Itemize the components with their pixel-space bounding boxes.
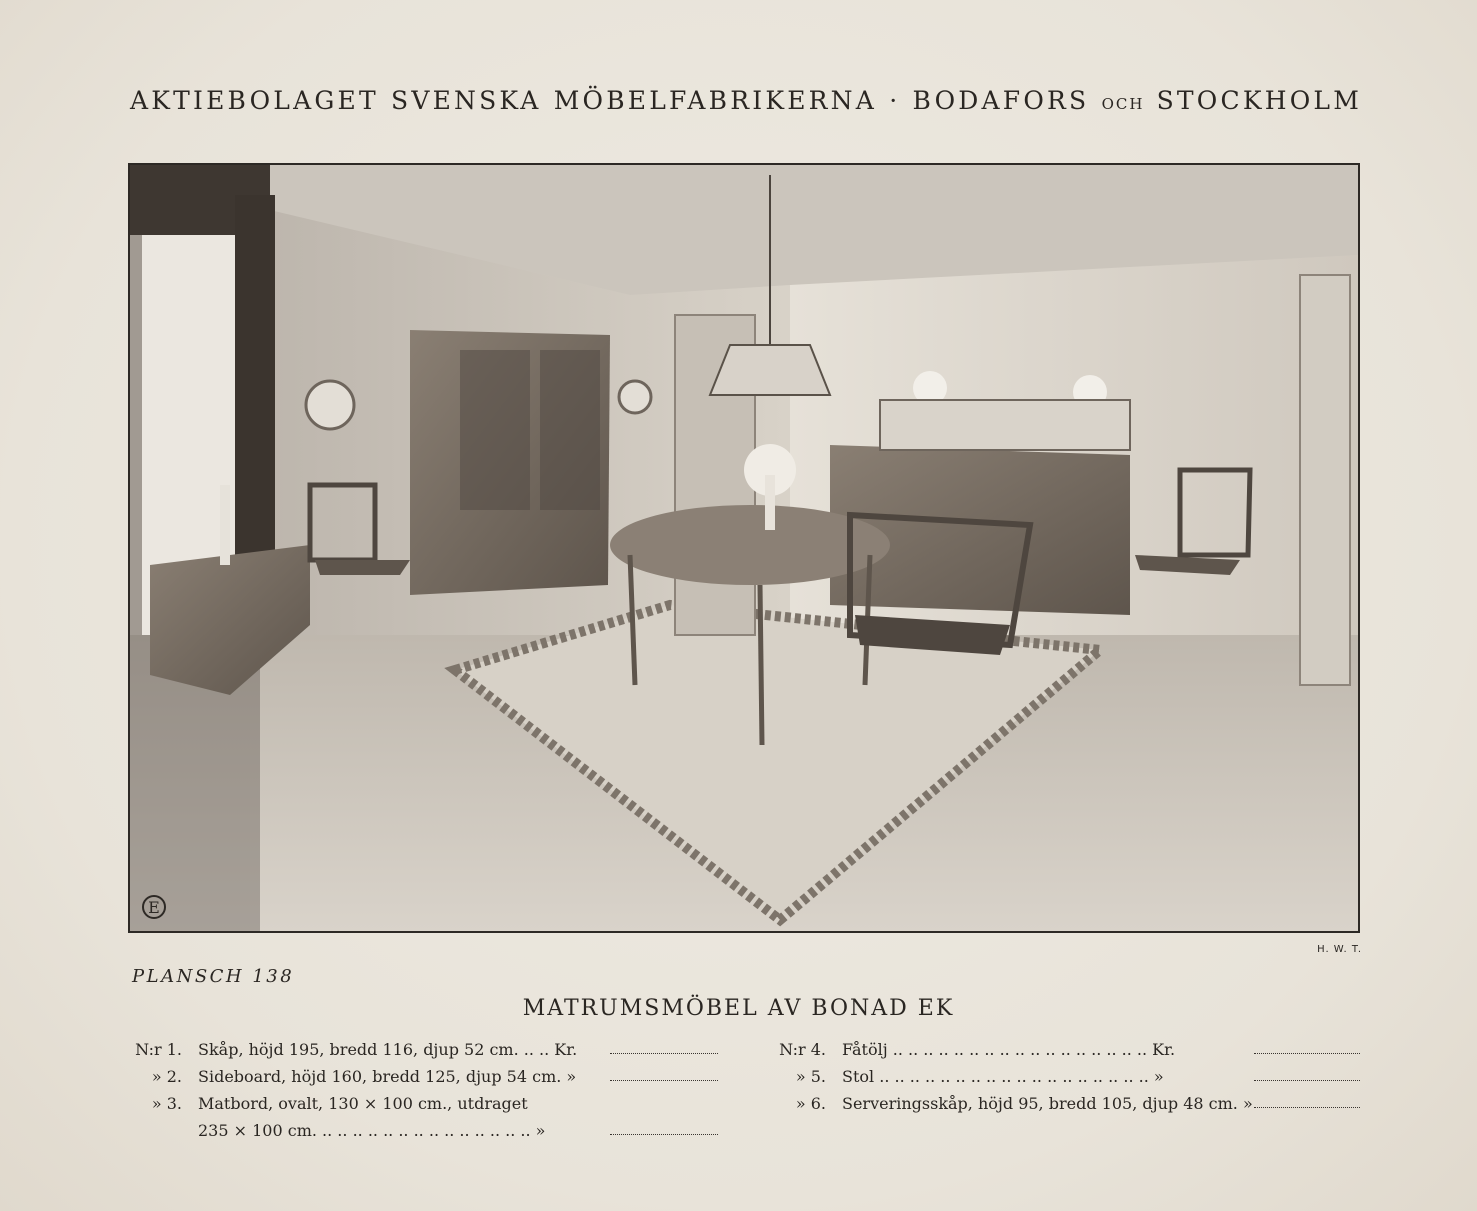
item-number: N:r 4. [779,1040,826,1059]
price-line [610,1053,718,1054]
item-list-right [774,1036,1364,1117]
item-number: » 2. [151,1067,182,1086]
item-number: » 6. [795,1094,826,1113]
catalog-title: MATRUMSMÖBEL AV BONAD EK [522,996,955,1021]
price-line [1254,1053,1360,1054]
city-stockholm: STOCKHOLM [1156,86,1363,115]
item-number: » 3. [151,1094,182,1113]
item-description: Skåp, höjd 195, bredd 116, djup 52 cm. .. .. Kr. [198,1040,578,1059]
item-description: Stol .. .. .. .. .. .. .. .. .. .. .. .. .. .. .. .. .. .. » [842,1067,1164,1086]
company-name: AKTIEBOLAGET SVENSKA MÖBELFABRIKERNA [130,86,878,115]
list-item [130,1036,720,1063]
price-line [1254,1107,1360,1108]
list-item-continuation [130,1117,720,1144]
dining-room-illustration [130,165,1358,931]
list-item [774,1063,1364,1090]
list-item [774,1036,1364,1063]
header-separator: · [889,86,901,115]
item-number: » 5. [795,1067,826,1086]
price-line [610,1134,718,1135]
item-list-left [130,1036,720,1144]
item-description: Matbord, ovalt, 130 × 100 cm., utdraget [198,1094,528,1113]
item-description: Sideboard, höjd 160, bredd 125, djup 54 cm. » [198,1067,577,1086]
list-item [130,1090,720,1117]
och-word: OCH [1101,95,1145,113]
list-item [130,1063,720,1090]
city-bodafors: BODAFORS [912,86,1090,115]
item-number: N:r 1. [135,1040,182,1059]
item-description: Fåtölj .. .. .. .. .. .. .. .. .. .. .. .. .. .. .. .. .. Kr. [842,1040,1176,1059]
price-line [1254,1080,1360,1081]
item-description-continued: 235 × 100 cm. .. .. .. .. .. .. .. .. .. .. .. .. .. .. » [198,1121,546,1140]
artist-monogram: E [148,898,160,917]
illustration-plate [128,163,1360,933]
list-item [774,1090,1364,1117]
plate-number: PLANSCH 138 [132,966,295,987]
price-line [610,1080,718,1081]
artist-credit: H. W. T. [1317,944,1362,955]
page-header [130,86,1362,115]
item-description: Serveringsskåp, höjd 95, bredd 105, djup 48 cm. » [842,1094,1253,1113]
